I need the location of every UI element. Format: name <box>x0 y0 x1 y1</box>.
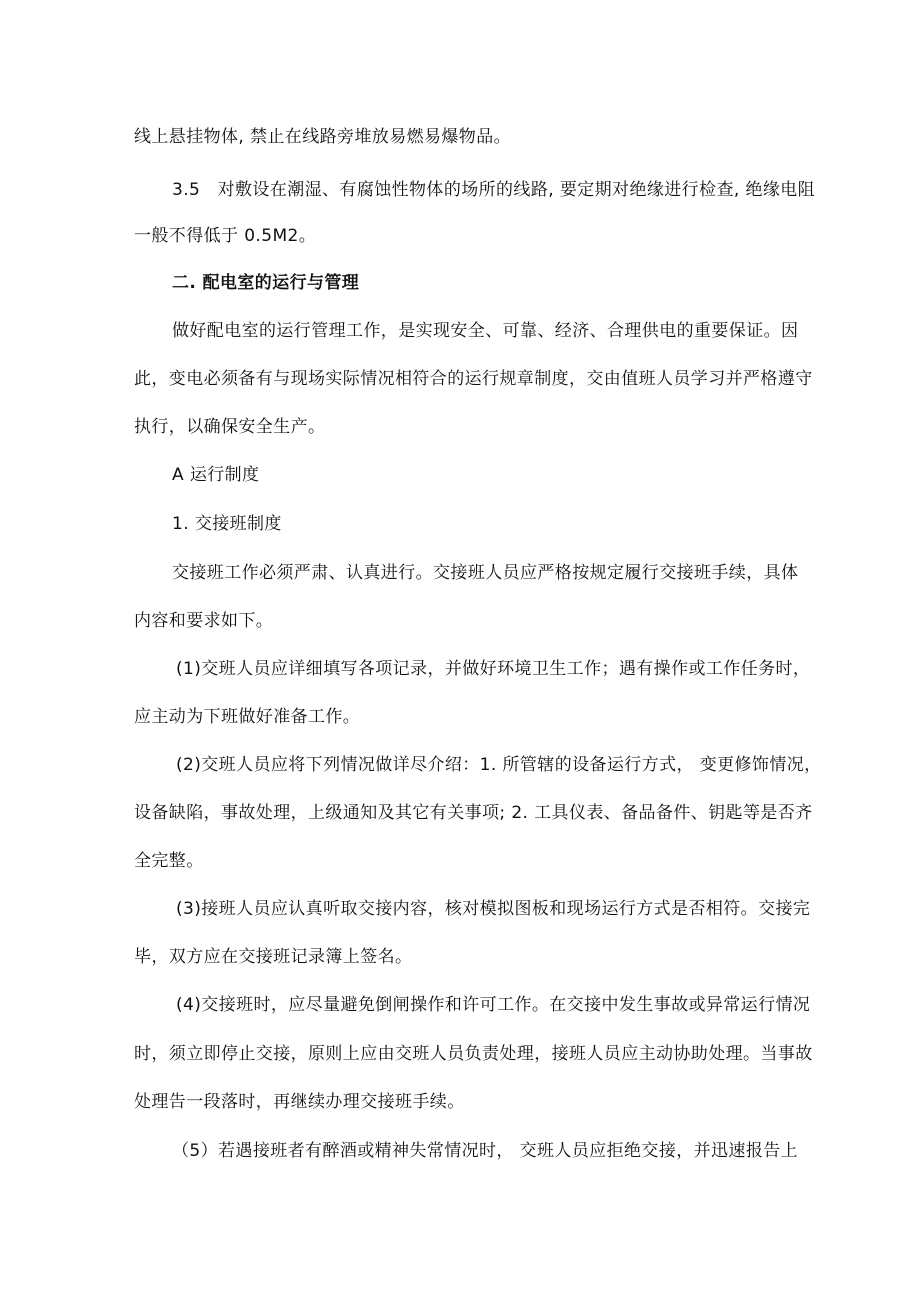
text-line-18: 毕，双方应在交接班记录簿上签名。 <box>134 947 413 967</box>
text-line-13: 应主动为下班做好准备工作。 <box>134 707 361 727</box>
text-line-2: 3.5 对敷设在潮湿、有腐蚀性物体的场所的线路, 要定期对绝缘进行检查, 绝缘电阻 <box>172 180 816 200</box>
subheading-operation-system: A 运行制度 <box>172 465 260 485</box>
text-line-14: (2)交班人员应将下列情况做详尽介绍：1. 所管辖的设备运行方式， 变更修饰情况， <box>176 755 822 775</box>
text-line-6: 此，变电必须备有与现场实际情况相符合的运行规章制度，交由值班人员学习并严格遵守 <box>134 369 813 389</box>
text-line-16: 全完整。 <box>134 851 204 871</box>
text-line-15: 设备缺陷，事故处理，上级通知及其它有关事项; 2. 工具仪表、备品备件、钥匙等是否齐 <box>134 803 813 823</box>
text-line-20: 时，须立即停止交接，原则上应由交班人员负责处理，接班人员应主动协助处理。当事故 <box>134 1044 813 1064</box>
text-line-5: 做好配电室的运行管理工作，是实现安全、可靠、经济、合理供电的重要保证。因 <box>172 321 799 341</box>
text-line-1: 线上悬挂物体, 禁止在线路旁堆放易燃易爆物品。 <box>134 127 512 147</box>
text-line-21: 处理告一段落时，再继续办理交接班手续。 <box>134 1092 465 1112</box>
text-line-12: (1)交班人员应详细填写各项记录，并做好环境卫生工作；遇有操作或工作任务时， <box>176 659 811 679</box>
text-line-7: 执行，以确保安全生产。 <box>134 417 326 437</box>
text-line-19: (4)交接班时，应尽量避免倒闸操作和许可工作。在交接中发生事故或异常运行情况 <box>176 995 811 1015</box>
text-line-11: 内容和要求如下。 <box>134 611 274 631</box>
section-heading: 二. 配电室的运行与管理 <box>172 273 360 293</box>
text-line-10: 交接班工作必须严肃、认真进行。交接班人员应严格按规定履行交接班手续，具体 <box>172 563 799 583</box>
text-line-17: (3)接班人员应认真听取交接内容，核对模拟图板和现场运行方式是否相符。交接完 <box>176 899 811 919</box>
text-line-22: （5）若遇接班者有醉酒或精神失常情况时， 交班人员应拒绝交接，并迅速报告上 <box>172 1141 799 1161</box>
text-line-3: 一般不得低于 0.5M2。 <box>134 226 317 246</box>
subheading-shift-handover: 1. 交接班制度 <box>172 514 282 534</box>
